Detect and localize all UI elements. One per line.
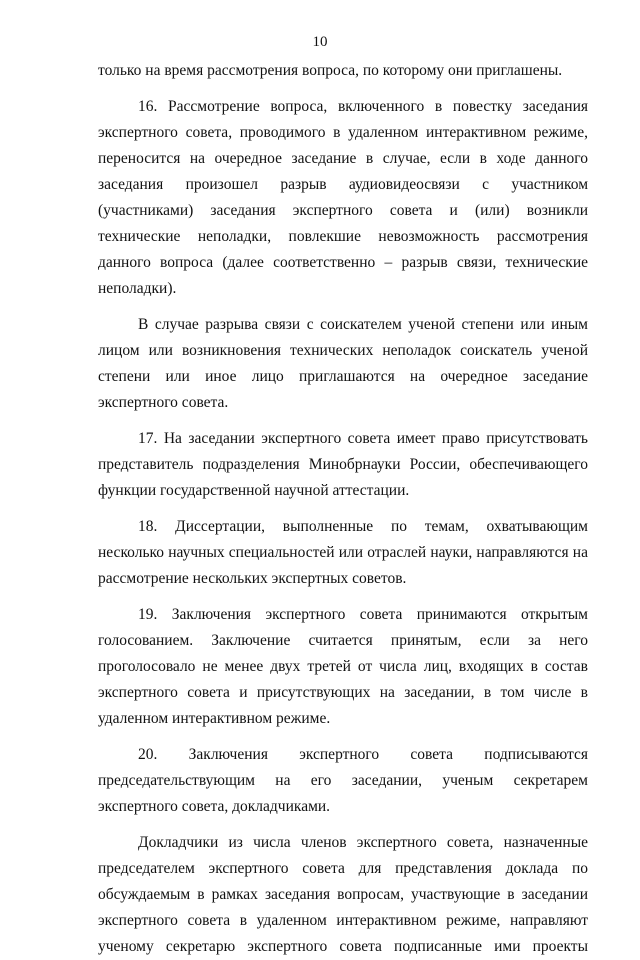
paragraph-19: 19. Заключения экспертного совета принимаются открытым голосованием. Заключение считается принятым, если за него проголосовало не менее двух третей от числа лиц, входящих в состав экспертного совета и присутствующих на заседании, в том числе в удаленном интерактивном режиме. [98,606,588,727]
paragraph-continuation: только на время рассмотрения вопроса, по которому они приглашены. [98,62,563,79]
document-body [98,58,588,960]
page-number: 10 [312,34,328,50]
paragraph-18: 18. Диссертации, выполненные по темам, охватывающим несколько научных специальностей или отраслей науки, направляются на рассмотрение нескольких экспертных советов. [98,518,588,587]
paragraph-16-continued: В случае разрыва связи с соискателем ученой степени или иным лицом или возникновения технических неполадок соискатель ученой степени или иное лицо приглашаются на очередное заседание экспертного совета. [98,316,588,411]
paragraph-20-continued: Докладчики из числа членов экспертного совета, назначенные председателем экспертного совета для представления доклада по обсуждаемым в рамках заседания вопросам, участвующие в заседании экспертного совета в удаленном интерактивном режиме, направляют ученому секретарю экспертного совета подписанные ими проекты [98,834,588,955]
paragraph-20: 20. Заключения экспертного совета подписываются председательствующим на его заседании, ученым секретарем экспертного совета, докладчиками. [98,746,588,815]
paragraph-16: 16. Рассмотрение вопроса, включенного в повестку заседания экспертного совета, проводимого в удаленном интерактивном режиме, переносится на очередное заседание в случае, если в ходе данного заседания произошел разрыв аудиовидеосвязи с участником (участниками) заседания экспертного совета и (или) возникли технические неполадки, повлекшие невозможность рассмотрения данного вопроса (далее соответственно – разрыв связи, технические неполадки). [98,98,588,297]
paragraph-17: 17. На заседании экспертного совета имеет право присутствовать представитель подразделения Минобрнауки России, обеспечивающего функции государственной научной аттестации. [98,430,588,499]
